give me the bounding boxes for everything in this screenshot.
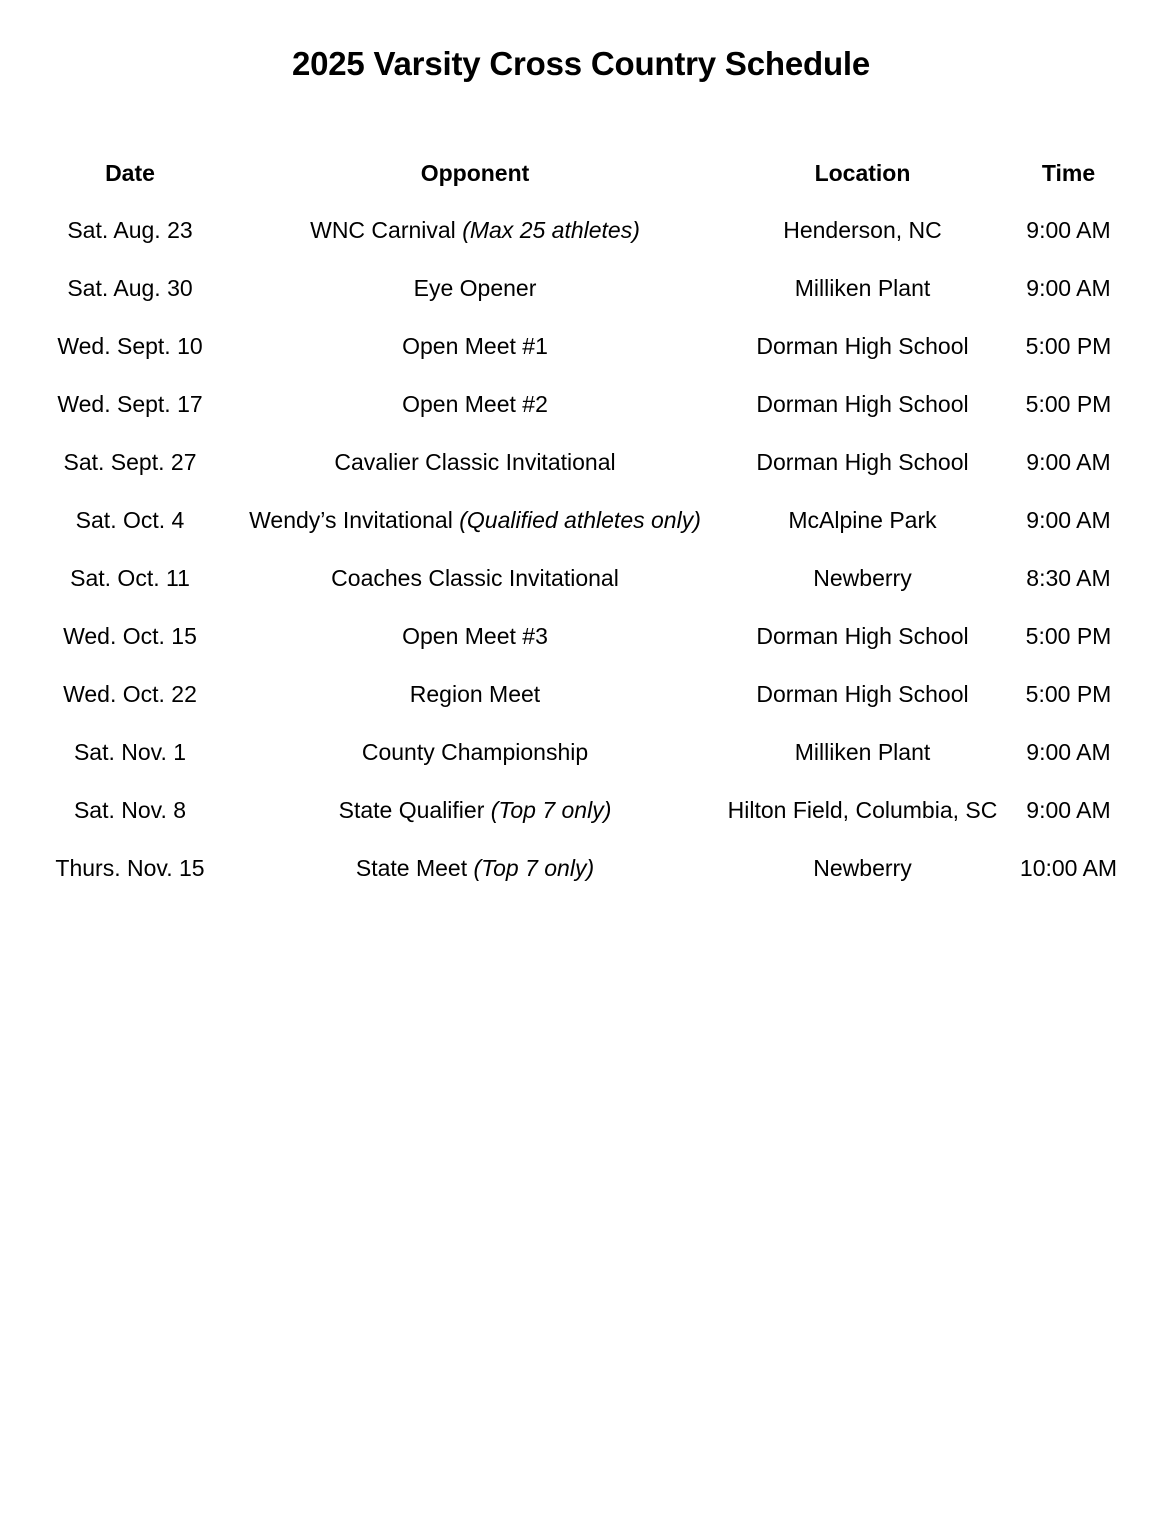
opponent-name: Region Meet [409,680,541,707]
cell-opponent [230,768,720,826]
cell-time: 9:00 AM [1026,506,1111,533]
cell-date: Sat. Nov. 8 [73,796,187,823]
cell-location: Dorman High School [756,390,969,417]
cell-opponent [230,710,720,768]
opponent-note: (Top 7 only) [473,854,595,881]
opponent-note: (Qualified athletes only) [459,506,701,533]
cell-date: Thurs. Nov. 15 [55,854,205,881]
opponent-name: Open Meet #1 [402,332,548,359]
cell-date: Sat. Aug. 30 [67,274,193,301]
table-row [30,188,1132,246]
opponent-name: Eye Opener [413,274,537,301]
opponent-name: State Meet [355,854,474,881]
table-row [30,768,1132,826]
cell-time: 5:00 PM [1025,332,1112,359]
column-header-location: Location [814,159,911,186]
table-row [30,710,1132,768]
table-row [30,362,1132,420]
table-row [30,652,1132,710]
opponent-name: Coaches Classic Invitational [331,564,619,591]
cell-date: Sat. Nov. 1 [73,738,187,765]
table-row [30,594,1132,652]
table-row [30,478,1132,536]
cell-opponent [230,536,720,594]
cell-opponent [230,246,720,304]
cell-opponent [230,478,720,536]
cell-time: 5:00 PM [1025,390,1112,417]
cell-opponent [230,420,720,478]
cell-time: 5:00 PM [1025,680,1112,707]
cell-time: 10:00 AM [1019,854,1118,881]
opponent-name: Open Meet #2 [402,390,548,417]
cell-time: 5:00 PM [1025,622,1112,649]
cell-location: Dorman High School [756,332,969,359]
table-body [30,188,1132,884]
cell-date: Sat. Aug. 23 [67,216,193,243]
opponent-name: Wendy’s Invitational [249,506,460,533]
opponent-name: Cavalier Classic Invitational [334,448,616,475]
cell-location: Dorman High School [756,622,969,649]
cell-time: 9:00 AM [1026,216,1111,243]
table-header-row [30,132,1132,188]
cell-date: Wed. Oct. 15 [63,622,197,649]
cell-time: 9:00 AM [1026,738,1111,765]
cell-opponent [230,188,720,246]
cell-date: Sat. Oct. 11 [70,564,190,591]
column-header-time: Time [1041,159,1096,186]
cell-opponent [230,362,720,420]
opponent-name: County Championship [361,738,589,765]
cell-location: Newberry [813,564,912,591]
table-row [30,536,1132,594]
cell-location: Dorman High School [756,680,969,707]
opponent-note: (Top 7 only) [490,796,612,823]
column-header-opponent: Opponent [420,159,530,186]
opponent-name: Open Meet #3 [402,622,548,649]
cell-location: Henderson, NC [783,216,942,243]
table-header [30,132,1132,188]
cell-location: Hilton Field, Columbia, SC [727,796,998,823]
table-row [30,826,1132,884]
cell-opponent [230,594,720,652]
cell-time: 9:00 AM [1026,274,1111,301]
schedule-table [30,132,1132,884]
opponent-note: (Max 25 athletes) [462,216,640,243]
cell-location: Dorman High School [756,448,969,475]
cell-date: Wed. Sept. 10 [57,332,203,359]
table-row [30,420,1132,478]
cell-date: Wed. Sept. 17 [57,390,203,417]
page-title: 2025 Varsity Cross Country Schedule [291,45,871,82]
opponent-name: State Qualifier [338,796,491,823]
cell-time: 9:00 AM [1026,448,1111,475]
cell-location: Milliken Plant [794,274,931,301]
cell-date: Sat. Oct. 4 [75,506,185,533]
cell-time: 9:00 AM [1026,796,1111,823]
opponent-name: WNC Carnival [310,216,463,243]
table-row [30,304,1132,362]
cell-location: Newberry [813,854,912,881]
cell-location: Milliken Plant [794,738,931,765]
column-header-date: Date [105,159,155,186]
cell-time: 8:30 AM [1026,564,1111,591]
cell-opponent [230,304,720,362]
table-row [30,246,1132,304]
cell-opponent [230,652,720,710]
cell-date: Sat. Sept. 27 [63,448,197,475]
cell-location: McAlpine Park [788,506,937,533]
cell-date: Wed. Oct. 22 [63,680,197,707]
cell-opponent [230,826,720,884]
